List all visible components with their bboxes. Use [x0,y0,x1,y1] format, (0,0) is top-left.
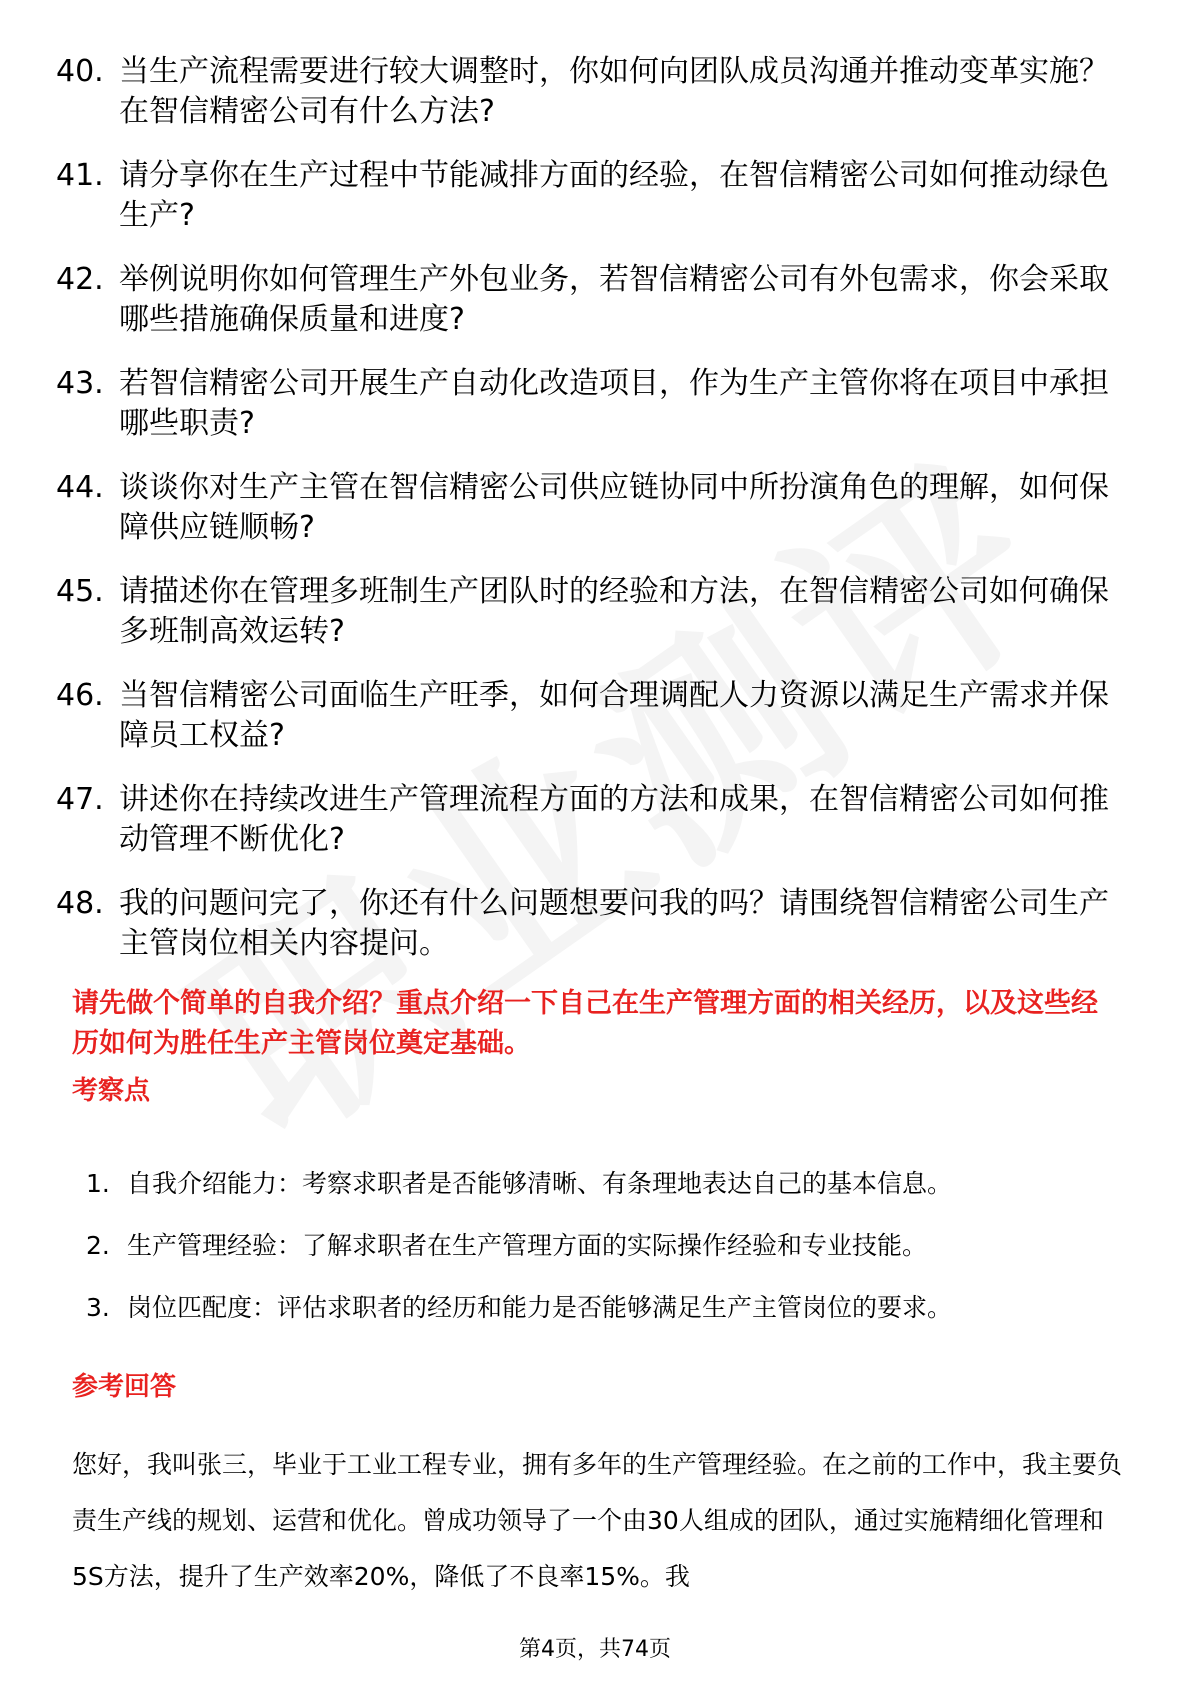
question-text: 当生产流程需要进行较大调整时，你如何向团队成员沟通并推动变革实施？在智信精密公司有什么方法? [119,54,1109,129]
list-item [56,572,1116,652]
list-item [86,1167,1116,1201]
list-item [56,468,1116,548]
question-text: 请分享你在生产过程中节能减排方面的经验，在智信精密公司如何推动绿色生产? [119,158,1109,233]
question-text: 举例说明你如何管理生产外包业务，若智信精密公司有外包需求，你会采取哪些措施确保质量和进度? [119,262,1109,337]
reference-answer: 您好，我叫张三，毕业于工业工程专业，拥有多年的生产管理经验。在之前的工作中，我主要负责生产线的规划、运营和优化。曾成功领导了一个由30人组成的团队，通过实施精细化管理和5S方法，提升了生产效率20%，降低了不良率15%。我 [72,1450,1123,1591]
kaochadian-list [86,1167,1116,1353]
list-item [86,1229,1116,1263]
question-number: 46. [56,678,104,713]
page-footer: 第4页，共74页 [519,1637,671,1662]
question-number: 41. [56,158,104,193]
reference-heading: 参考回答 [72,1372,177,1402]
point-text: 岗位匹配度：评估求职者的经历和能力是否能够满足生产主管岗位的要求。 [127,1293,953,1322]
question-number: 44. [56,470,104,505]
question-number: 43. [56,366,104,401]
list-item [56,260,1116,340]
question-number: 48. [56,886,104,921]
question-list [56,52,1116,988]
list-item [56,780,1116,860]
point-number: 3. [86,1293,110,1322]
question-number: 47. [56,782,104,817]
question-number: 42. [56,262,104,297]
list-item [56,884,1116,964]
point-text: 自我介绍能力：考察求职者是否能够清晰、有条理地表达自己的基本信息。 [127,1169,953,1198]
question-text: 当智信精密公司面临生产旺季，如何合理调配人力资源以满足生产需求并保障员工权益? [119,678,1109,753]
list-item [56,364,1116,444]
point-text: 生产管理经验：了解求职者在生产管理方面的实际操作经验和专业技能。 [127,1231,928,1260]
question-text: 我的问题问完了，你还有什么问题想要问我的吗？请围绕智信精密公司生产主管岗位相关内容提问。 [119,886,1109,961]
list-item [56,676,1116,756]
question-number: 40. [56,54,104,89]
question-text: 讲述你在持续改进生产管理流程方面的方法和成果，在智信精密公司如何推动管理不断优化? [119,782,1109,857]
list-item [86,1291,1116,1325]
question-text: 谈谈你对生产主管在智信精密公司供应链协同中所扮演角色的理解，如何保障供应链顺畅? [119,470,1109,545]
list-item [56,156,1116,236]
point-number: 1. [86,1169,110,1198]
highlight-question: 请先做个简单的自我介绍？重点介绍一下自己在生产管理方面的相关经历，以及这些经历如何为胜任生产主管岗位奠定基础。 [72,988,1098,1059]
point-number: 2. [86,1231,110,1260]
question-number: 45. [56,574,104,609]
question-text: 若智信精密公司开展生产自动化改造项目，作为生产主管你将在项目中承担哪些职责? [119,366,1109,441]
kaochadian-heading: 考察点 [72,1076,151,1106]
list-item [56,52,1116,132]
question-text: 请描述你在管理多班制生产团队时的经验和方法，在智信精密公司如何确保多班制高效运转? [119,574,1109,649]
